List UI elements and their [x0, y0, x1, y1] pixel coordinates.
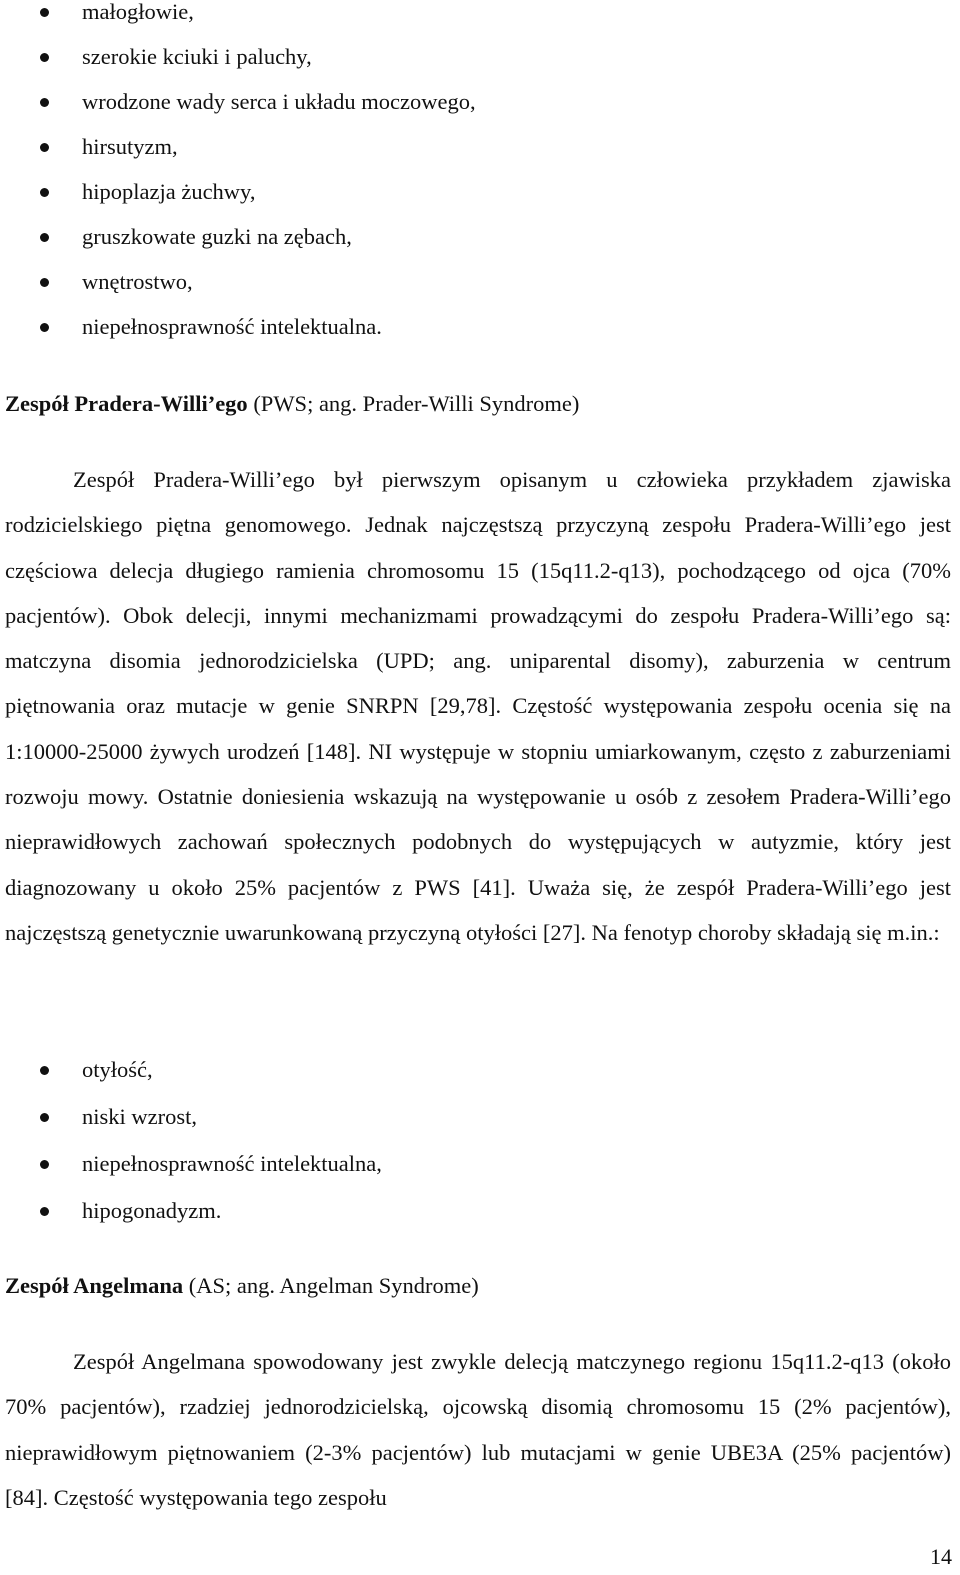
bullet-icon: [40, 143, 49, 152]
list-item: wrodzone wady serca i układu moczowego,: [0, 89, 940, 134]
bullet-icon: [40, 233, 49, 242]
bullet-icon: [40, 1160, 49, 1169]
list-item: hipoplazja żuchwy,: [0, 179, 940, 224]
phenotype-list: [0, 1057, 940, 1245]
page-number: 14: [930, 1544, 952, 1569]
bullet-icon: [40, 278, 49, 287]
pws-paragraph-text: Zespół Pradera-Willi’ego był pierwszym opisanym u człowieka przykładem zjawiska rodzicielskiego piętna genomowego. Jednak najczęstszą przyczyną zespołu Pradera-Willi’ego jest częściowa delecja długiego ramienia chromosomu 15 (15q11.2-q13), pochodzącego od ojca (70% pacjentów). Obok delecji, innymi mechanizmami prowadzącymi do zespołu Pradera-Willi’ego są: matczyna disomia jednorodzicielska (UPD; ang. uniparental disomy), zaburzenia w centrum piętnowania oraz mutacje w genie SNRPN [29,78]. Częstość występowania zespołu ocenia się na 1:10000-25000 żywych urodzeń [148]. NI występuje w stopniu umiarkowanym, często z zaburzeniami rozwoju mowy. Ostatnie doniesienia wskazują na występowanie u osób z zesołem Pradera-Willi’ego nieprawidłowych zachowań społecznych podobnych do występujących w autyzmie, który jest diagnozowany u około 25% pacjentów z PWS [41]. Uważa się, że zespół Pradera-Willi’ego jest najczęstszą genetycznie uwarunkowaną przyczyną otyłości [27]. Na fenotyp choroby składają się m.in.:: [5, 467, 951, 945]
list-item: otyłość,: [0, 1057, 940, 1104]
list-item: niepełnosprawność intelektualna,: [0, 1151, 940, 1198]
bullet-icon: [40, 8, 49, 17]
list-item: wnętrostwo,: [0, 269, 940, 314]
list-item: hipogonadyzm.: [0, 1198, 940, 1245]
as-paragraph-text: Zespół Angelmana spowodowany jest zwykle delecją matczynego regionu 15q11.2-q13 (około 70% pacjentów), rzadziej jednorodzicielską, ojcowską disomią chromosomu 15 (2% pacjentów), nieprawidłowym piętnowaniem (2-3% pacjentów) lub mutacjami w genie UBE3A (25% pacjentów) [84]. Częstość występowania tego zespołu: [5, 1349, 951, 1510]
bullet-icon: [40, 1207, 49, 1216]
list-item: niski wzrost,: [0, 1104, 940, 1151]
list-item: szerokie kciuki i paluchy,: [0, 44, 940, 89]
pws-heading-bold: Zespół Pradera-Willi’ego: [5, 391, 248, 416]
bullet-icon: [40, 188, 49, 197]
list-item: hirsutyzm,: [0, 134, 940, 179]
as-paragraph: [5, 1339, 951, 1520]
bullet-icon: [40, 1113, 49, 1122]
bullet-icon: [40, 98, 49, 107]
pws-paragraph: [5, 457, 951, 955]
list-item: niepełnosprawność intelektualna.: [0, 314, 940, 359]
pws-heading-rest: (PWS; ang. Prader-Willi Syndrome): [247, 391, 580, 416]
list-item: małogłowie,: [0, 0, 940, 44]
pws-heading: [5, 391, 579, 417]
list-item: gruszkowate guzki na zębach,: [0, 224, 940, 269]
bullet-icon: [40, 1066, 49, 1075]
as-heading: [5, 1273, 479, 1299]
bullet-icon: [40, 323, 49, 332]
feature-list-1: [0, 0, 940, 359]
as-heading-rest: (AS; ang. Angelman Syndrome): [183, 1273, 479, 1298]
bullet-icon: [40, 53, 49, 62]
as-heading-bold: Zespół Angelmana: [5, 1273, 184, 1298]
